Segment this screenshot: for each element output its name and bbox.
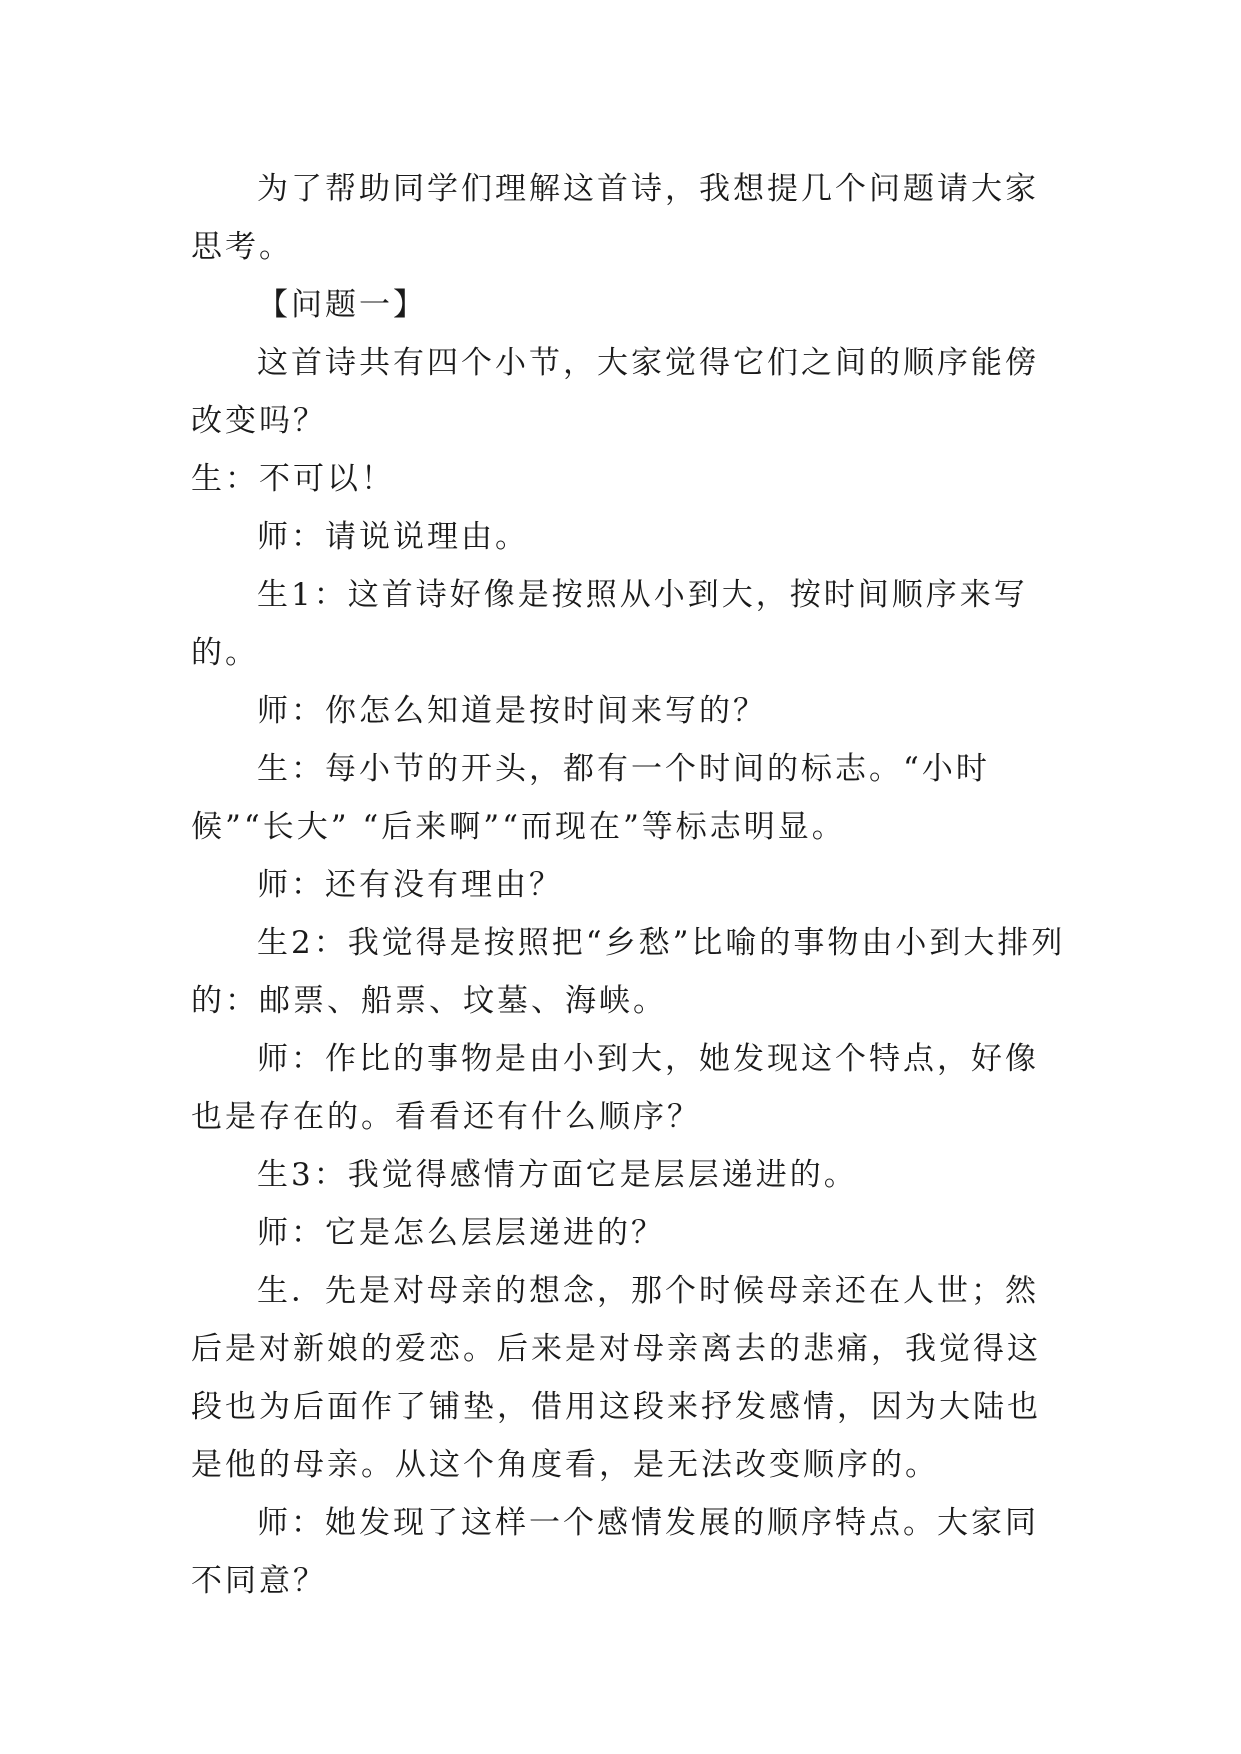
paragraph-student-answer: 生：不可以！: [191, 461, 395, 497]
paragraph-student-1: 生1：这首诗好像是按照从小到大，按时间顺序来写的。: [191, 577, 1028, 671]
paragraph-student-2: 生2：我觉得是按照把“乡愁”比喻的事物由小到大排列的：邮票、船票、坟墓、海峡。: [191, 925, 1066, 1019]
paragraph-teacher-progression: 师：它是怎么层层递进的？: [257, 1215, 665, 1251]
paragraph-teacher-more: 师：还有没有理由？: [257, 867, 563, 903]
paragraph-teacher-reason: 师：请说说理由。: [257, 519, 529, 555]
paragraph-teacher-agree: 师：她发现了这样一个感情发展的顺序特点。大家同不同意？: [191, 1505, 1039, 1599]
paragraph-student-time-marks: 生：每小节的开头，都有一个时间的标志。“小时候”“长大” “后来啊”“而现在”等标志明显。: [191, 751, 990, 845]
paragraph-intro: 为了帮助同学们理解这首诗，我想提几个问题请大家思考。: [191, 171, 1039, 265]
paragraph-teacher-comparison: 师：作比的事物是由小到大，她发现这个特点，好像也是存在的。看看还有什么顺序？: [191, 1041, 1039, 1135]
paragraph-student-emotion: 生．先是对母亲的想念，那个时候母亲还在人世；然后是对新娘的爱恋。后来是对母亲离去的悲痛，我觉得这段也为后面作了铺垫，借用这段来抒发感情，因为大陆也是他的母亲。从这个角度看，是无法改变顺序的。: [191, 1273, 1041, 1483]
paragraph-question-one-heading: 【问题一】: [257, 287, 427, 323]
paragraph-teacher-how: 师：你怎么知道是按时间来写的？: [257, 693, 767, 729]
document-body: [191, 160, 1071, 1610]
paragraph-question-one: 这首诗共有四个小节，大家觉得它们之间的顺序能傍改变吗？: [191, 345, 1039, 439]
paragraph-student-3: 生3：我觉得感情方面它是层层递进的。: [257, 1157, 858, 1193]
